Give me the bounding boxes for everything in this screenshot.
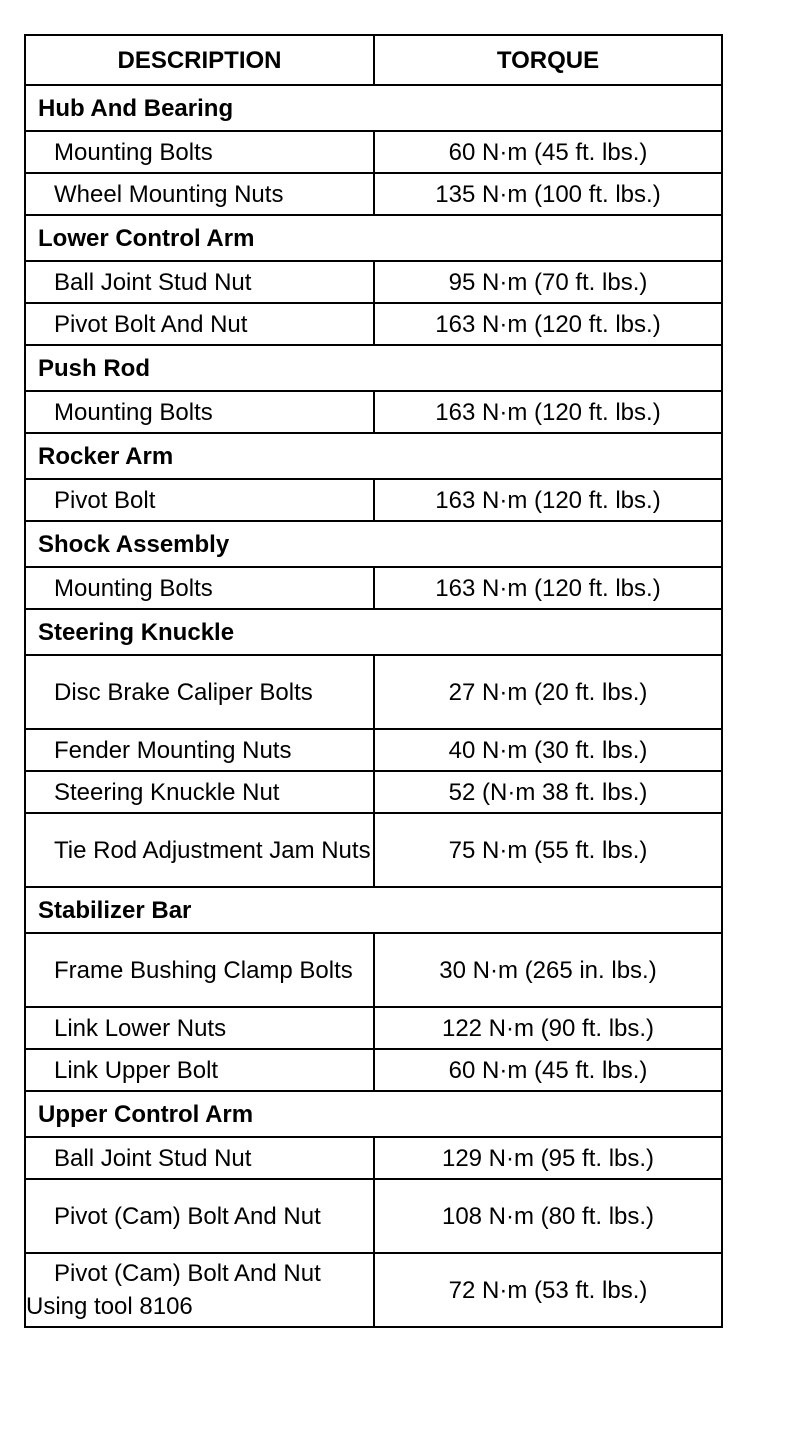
table-row [25,933,722,1007]
table-row [25,729,722,771]
torque-cell: 27 N·m (20 ft. lbs.) [374,655,722,729]
group-title: Shock Assembly [25,521,722,567]
group-row [25,887,722,933]
group-row [25,1091,722,1137]
description-cell [25,479,374,521]
description-cell [25,1179,374,1253]
description-cell [25,813,374,887]
table-row [25,567,722,609]
description-cell [25,131,374,173]
torque-cell: 40 N·m (30 ft. lbs.) [374,729,722,771]
description-cell [25,655,374,729]
torque-cell: 52 (N·m 38 ft. lbs.) [374,771,722,813]
description-text: Steering Knuckle Nut [54,778,280,806]
description-cell [25,1253,374,1327]
description-text: Mounting Bolts [54,138,213,166]
torque-header: TORQUE [374,35,722,85]
description-cell [25,173,374,215]
description-cell [25,1137,374,1179]
torque-cell: 60 N·m (45 ft. lbs.) [374,131,722,173]
description-text: Ball Joint Stud Nut [54,1144,252,1172]
group-title: Upper Control Arm [25,1091,722,1137]
torque-cell: 163 N·m (120 ft. lbs.) [374,479,722,521]
table-row [25,173,722,215]
torque-cell: 72 N·m (53 ft. lbs.) [374,1253,722,1327]
torque-cell: 60 N·m (45 ft. lbs.) [374,1049,722,1091]
group-row [25,85,722,131]
group-row [25,521,722,567]
description-text: Mounting Bolts [54,574,213,602]
torque-cell: 163 N·m (120 ft. lbs.) [374,303,722,345]
description-text: Tie Rod Adjustment Jam Nuts [54,836,371,864]
description-text: Wheel Mounting Nuts [54,180,284,208]
group-row [25,433,722,479]
table-row [25,303,722,345]
table-row [25,655,722,729]
description-text: Disc Brake Caliper Bolts [54,678,313,706]
description-cell [25,1049,374,1091]
description-text: Pivot Bolt [54,486,156,514]
table-row [25,1137,722,1179]
table-row [25,391,722,433]
description-cell [25,567,374,609]
description-text: Pivot (Cam) Bolt And Nut Using tool 8106 [26,1260,321,1320]
torque-cell: 108 N·m (80 ft. lbs.) [374,1179,722,1253]
torque-cell: 135 N·m (100 ft. lbs.) [374,173,722,215]
torque-cell: 163 N·m (120 ft. lbs.) [374,391,722,433]
torque-cell: 75 N·m (55 ft. lbs.) [374,813,722,887]
table-row [25,261,722,303]
description-text: Pivot (Cam) Bolt And Nut [54,1202,321,1230]
table-row [25,1049,722,1091]
description-cell [25,729,374,771]
table-row [25,771,722,813]
description-cell [25,261,374,303]
description-text: Link Lower Nuts [54,1014,227,1042]
description-text: Mounting Bolts [54,398,213,426]
group-title: Lower Control Arm [25,215,722,261]
description-text: Ball Joint Stud Nut [54,268,252,296]
torque-cell: 30 N·m (265 in. lbs.) [374,933,722,1007]
description-cell [25,391,374,433]
description-cell [25,771,374,813]
torque-cell: 129 N·m (95 ft. lbs.) [374,1137,722,1179]
group-title: Hub And Bearing [25,85,722,131]
torque-cell: 122 N·m (90 ft. lbs.) [374,1007,722,1049]
torque-cell: 95 N·m (70 ft. lbs.) [374,261,722,303]
torque-spec-table [24,34,723,1328]
torque-cell: 163 N·m (120 ft. lbs.) [374,567,722,609]
header-row [25,35,722,85]
group-title: Push Rod [25,345,722,391]
group-row [25,215,722,261]
description-cell [25,933,374,1007]
description-text: Link Upper Bolt [54,1056,219,1084]
table-row [25,1253,722,1327]
table-row [25,131,722,173]
description-cell [25,1007,374,1049]
description-header: DESCRIPTION [25,35,374,85]
group-row [25,609,722,655]
table-row [25,1179,722,1253]
table-row [25,813,722,887]
group-title: Rocker Arm [25,433,722,479]
description-text: Fender Mounting Nuts [54,736,292,764]
description-text: Frame Bushing Clamp Bolts [54,956,353,984]
group-row [25,345,722,391]
group-title: Steering Knuckle [25,609,722,655]
description-text: Pivot Bolt And Nut [54,310,248,338]
description-cell [25,303,374,345]
table-row [25,479,722,521]
table-row [25,1007,722,1049]
group-title: Stabilizer Bar [25,887,722,933]
